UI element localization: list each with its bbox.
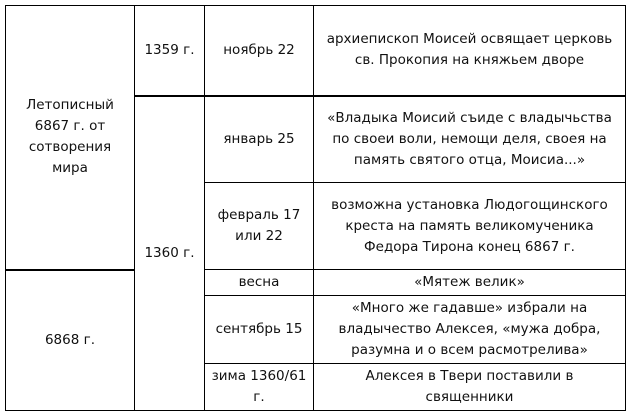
era-cell-6868: 6868 г.: [6, 270, 135, 411]
event-cell: возможна установка Людогощинского креста на память великомученика Федора Тирона конец 6867 г.: [314, 183, 626, 270]
table-row: [6, 270, 626, 296]
event-cell: «Владыка Моисий съиде с владычьства по своеи воли, немощи деля, своея на память святого отца, Моисиа...»: [314, 96, 626, 183]
chronology-table: [5, 5, 626, 411]
event-cell: Алексея в Твери поставили в священники: [314, 364, 626, 411]
date-cell: зима 1360/61 г.: [205, 364, 314, 411]
event-cell: «Мятеж велик»: [314, 270, 626, 296]
year-cell-1360: 1360 г.: [135, 96, 205, 411]
date-cell: весна: [205, 270, 314, 296]
era-cell-6867: Летописный 6867 г. от сотворения мира: [6, 6, 135, 270]
year-cell-1359: 1359 г.: [135, 6, 205, 96]
date-cell: сентябрь 15: [205, 296, 314, 364]
event-cell: архиепископ Моисей освящает церковь св. Прокопия на княжьем дворе: [314, 6, 626, 96]
date-cell: февраль 17 или 22: [205, 183, 314, 270]
event-cell: «Много же гадавше» избрали на владычество Алексея, «мужа добра, разумна и о всем расмотрелива»: [314, 296, 626, 364]
date-cell: январь 25: [205, 96, 314, 183]
date-cell: ноябрь 22: [205, 6, 314, 96]
table-row: [6, 6, 626, 96]
